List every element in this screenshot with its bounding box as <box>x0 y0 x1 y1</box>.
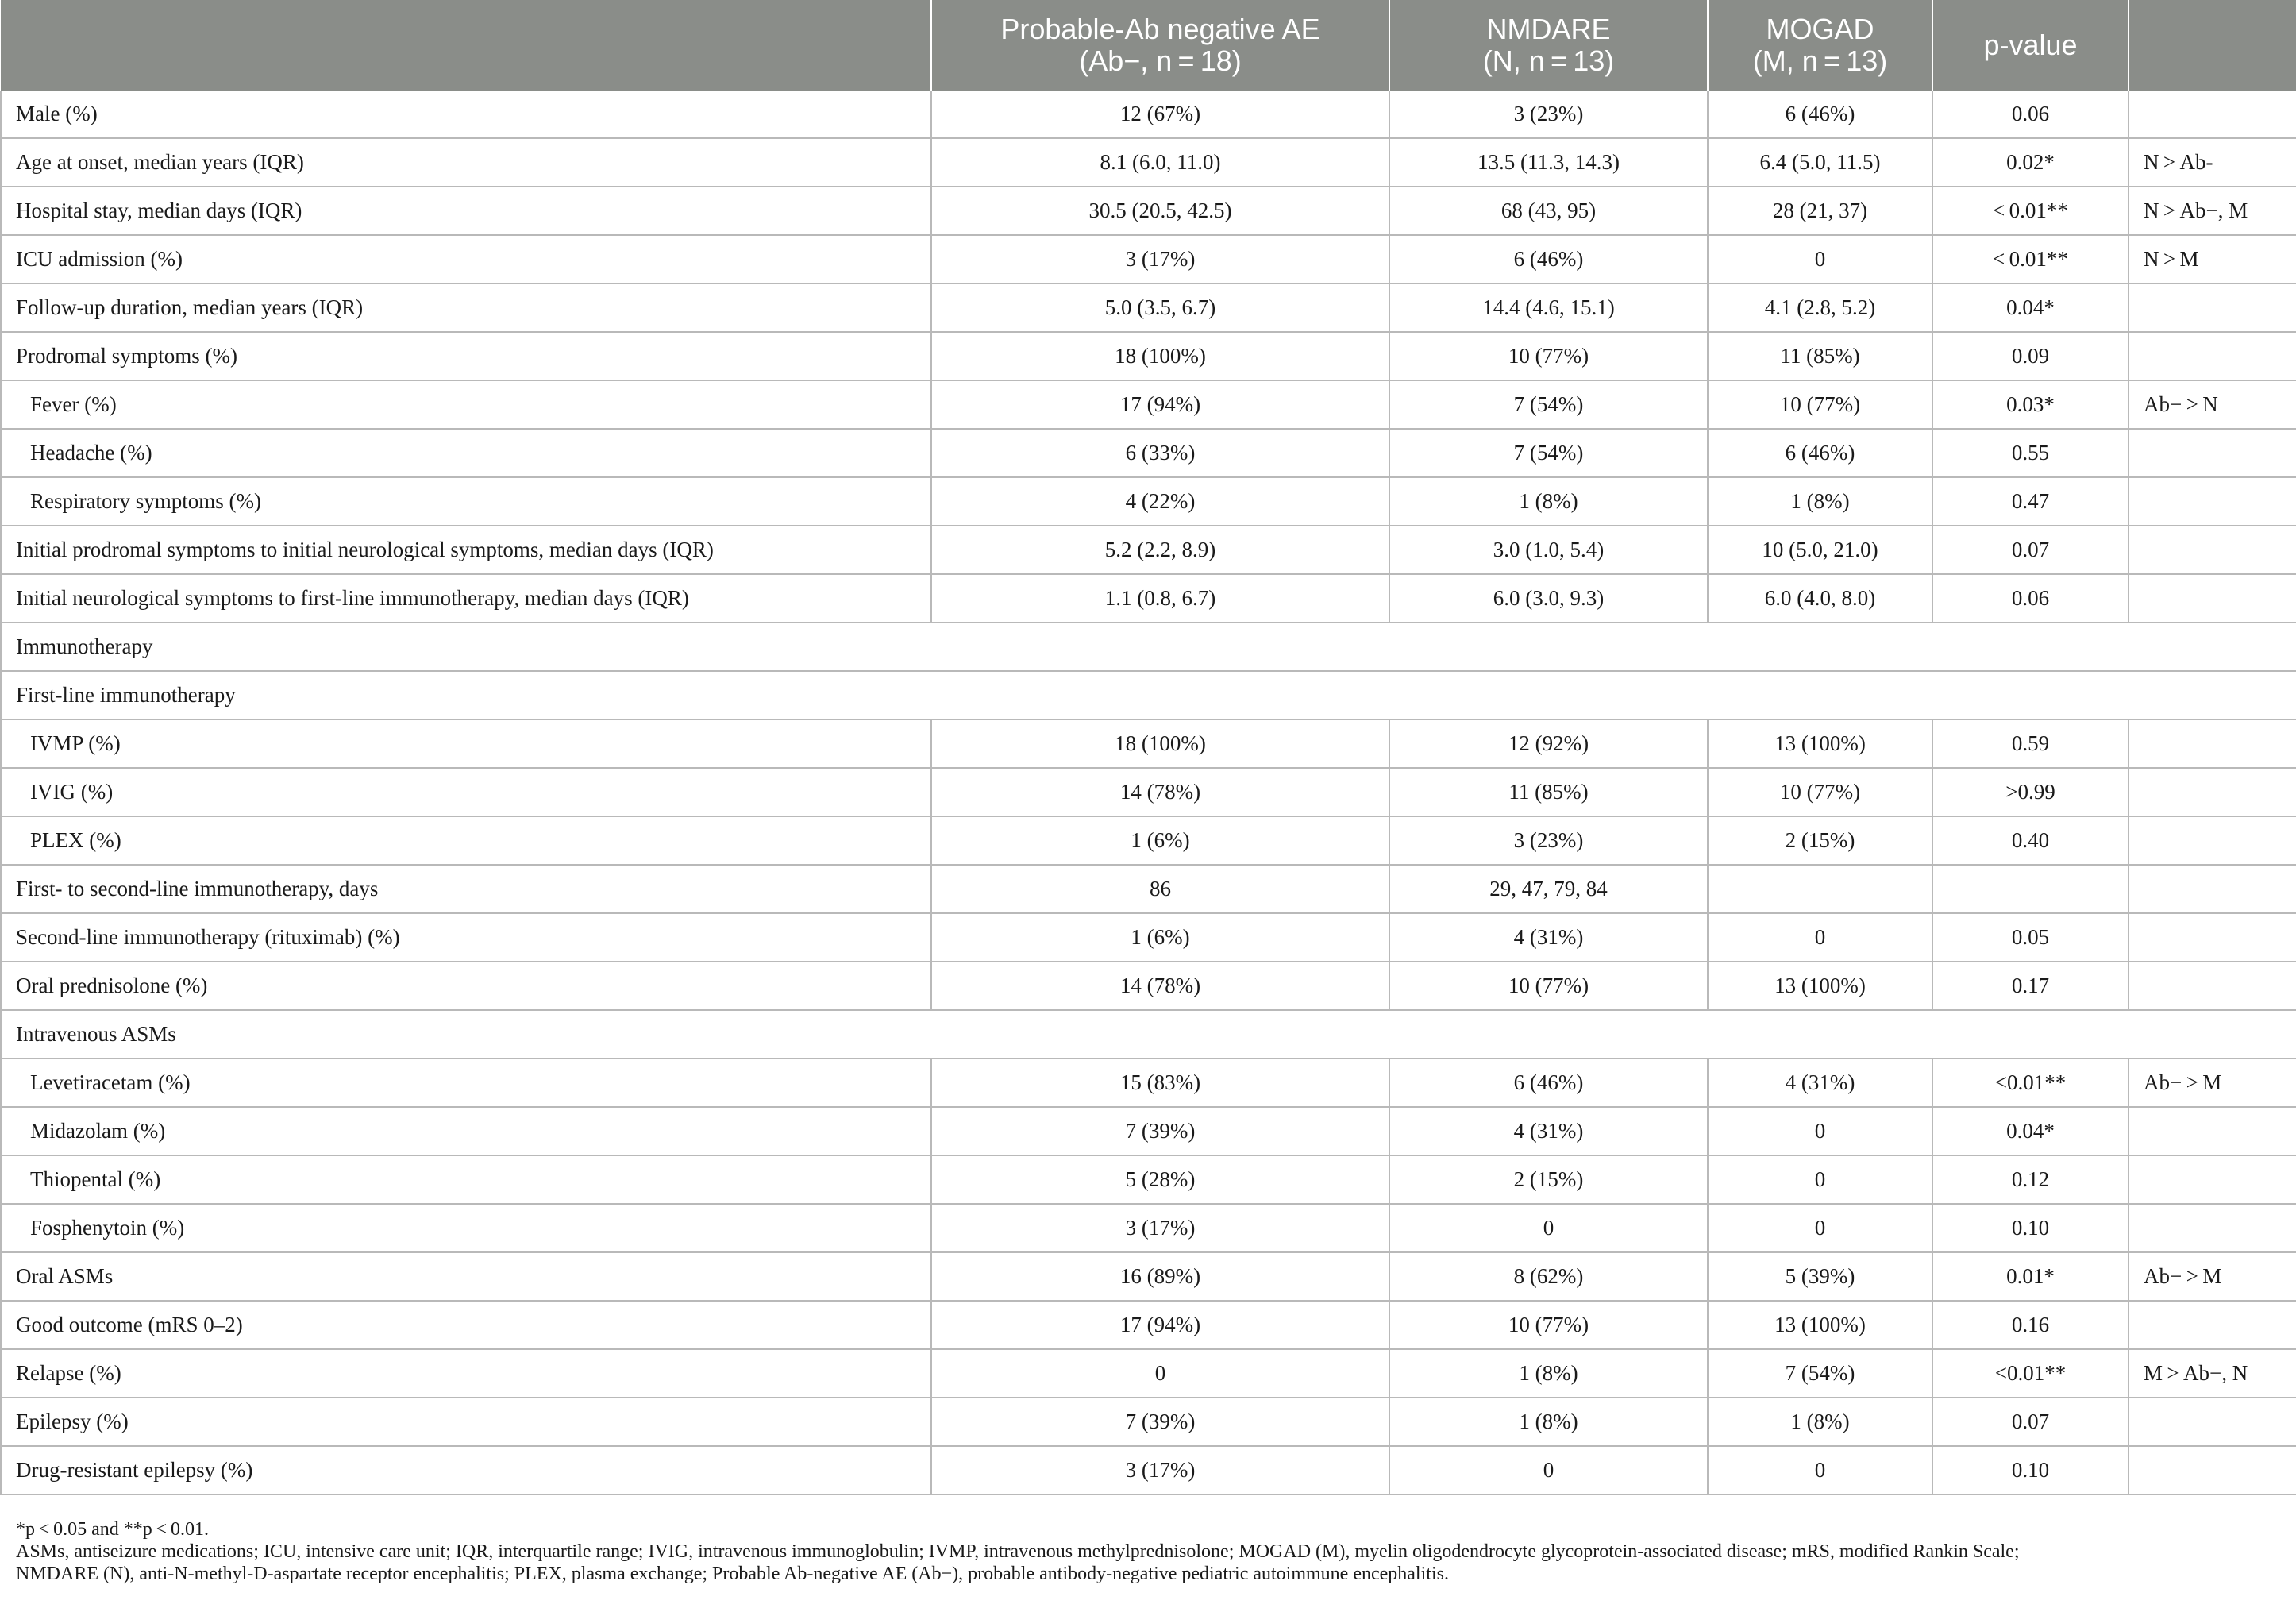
cell-p-value: 0.40 <box>1932 816 2128 865</box>
cell-mogad: 6 (46%) <box>1708 91 1932 138</box>
cell-comparison: N > Ab- <box>2128 138 2296 187</box>
row-label: Drug-resistant epilepsy (%) <box>1 1446 931 1494</box>
row-label: First- to second-line immunotherapy, days <box>1 865 931 913</box>
cell-p-value: <0.01** <box>1932 1059 2128 1107</box>
cell-ab-negative: 3 (17%) <box>931 1446 1389 1494</box>
cell-p-value: 0.04* <box>1932 1107 2128 1155</box>
cell-mogad: 5 (39%) <box>1708 1252 1932 1301</box>
cell-ab-negative: 18 (100%) <box>931 332 1389 380</box>
cell-ab-negative: 12 (67%) <box>931 91 1389 138</box>
cell-comparison: N > M <box>2128 235 2296 283</box>
cell-p-value: 0.01* <box>1932 1252 2128 1301</box>
cell-p-value: 0.47 <box>1932 477 2128 526</box>
cell-p-value: 0.06 <box>1932 91 2128 138</box>
row-label: Second-line immunotherapy (rituximab) (%) <box>1 913 931 962</box>
header-comparison <box>2128 0 2296 91</box>
cell-p-value: 0.05 <box>1932 913 2128 962</box>
table-row <box>1 187 2296 235</box>
table-row <box>1 1301 2296 1349</box>
cell-comparison <box>2128 1155 2296 1204</box>
row-label: Follow-up duration, median years (IQR) <box>1 283 931 332</box>
header-mogad <box>1708 0 1932 91</box>
cell-mogad: 6 (46%) <box>1708 429 1932 477</box>
cell-p-value: 0.03* <box>1932 380 2128 429</box>
table-row <box>1 913 2296 962</box>
cell-comparison <box>2128 1446 2296 1494</box>
cell-comparison <box>2128 719 2296 768</box>
table-section-row <box>1 1010 2296 1059</box>
cell-mogad: 13 (100%) <box>1708 1301 1932 1349</box>
cell-comparison <box>2128 429 2296 477</box>
table-row <box>1 1349 2296 1398</box>
table-row <box>1 816 2296 865</box>
cell-p-value <box>1932 865 2128 913</box>
cell-nmdare: 11 (85%) <box>1389 768 1708 816</box>
cell-comparison <box>2128 574 2296 623</box>
row-label: ICU admission (%) <box>1 235 931 283</box>
cell-p-value: 0.16 <box>1932 1301 2128 1349</box>
cell-nmdare: 1 (8%) <box>1389 1398 1708 1446</box>
cell-comparison <box>2128 332 2296 380</box>
cell-mogad: 4.1 (2.8, 5.2) <box>1708 283 1932 332</box>
table-body <box>1 91 2296 1494</box>
row-label: Initial neurological symptoms to first-line immunotherapy, median days (IQR) <box>1 574 931 623</box>
cell-comparison <box>2128 865 2296 913</box>
cell-nmdare: 13.5 (11.3, 14.3) <box>1389 138 1708 187</box>
cell-nmdare: 3.0 (1.0, 5.4) <box>1389 526 1708 574</box>
cell-p-value: 0.06 <box>1932 574 2128 623</box>
cell-ab-negative: 8.1 (6.0, 11.0) <box>931 138 1389 187</box>
table-row <box>1 719 2296 768</box>
cell-comparison <box>2128 91 2296 138</box>
cell-ab-negative: 6 (33%) <box>931 429 1389 477</box>
section-label: Immunotherapy <box>1 623 2296 671</box>
row-label: Male (%) <box>1 91 931 138</box>
row-label: Levetiracetam (%) <box>1 1059 931 1107</box>
header-ab-negative <box>931 0 1389 91</box>
header-p-value-title: p-value <box>1983 29 2078 61</box>
row-label: Midazolam (%) <box>1 1107 931 1155</box>
table-row <box>1 574 2296 623</box>
cell-nmdare: 7 (54%) <box>1389 380 1708 429</box>
row-label: Hospital stay, median days (IQR) <box>1 187 931 235</box>
cell-ab-negative: 7 (39%) <box>931 1107 1389 1155</box>
cell-nmdare: 3 (23%) <box>1389 91 1708 138</box>
cell-mogad: 0 <box>1708 235 1932 283</box>
cell-p-value: 0.55 <box>1932 429 2128 477</box>
cell-nmdare: 10 (77%) <box>1389 1301 1708 1349</box>
table-row <box>1 1446 2296 1494</box>
cell-nmdare: 7 (54%) <box>1389 429 1708 477</box>
cell-ab-negative: 4 (22%) <box>931 477 1389 526</box>
cell-comparison <box>2128 1107 2296 1155</box>
table-row <box>1 1252 2296 1301</box>
table-row <box>1 1059 2296 1107</box>
cell-ab-negative: 14 (78%) <box>931 962 1389 1010</box>
cell-mogad <box>1708 865 1932 913</box>
cell-p-value: 0.10 <box>1932 1204 2128 1252</box>
row-label: Good outcome (mRS 0–2) <box>1 1301 931 1349</box>
cell-ab-negative: 1 (6%) <box>931 913 1389 962</box>
table-row <box>1 1204 2296 1252</box>
cell-nmdare: 1 (8%) <box>1389 1349 1708 1398</box>
cell-p-value: 0.10 <box>1932 1446 2128 1494</box>
cell-nmdare: 3 (23%) <box>1389 816 1708 865</box>
table-row <box>1 865 2296 913</box>
section-label: First-line immunotherapy <box>1 671 2296 719</box>
cell-p-value: <0.01** <box>1932 1349 2128 1398</box>
cell-mogad: 0 <box>1708 913 1932 962</box>
cell-p-value: 0.07 <box>1932 526 2128 574</box>
table-row <box>1 768 2296 816</box>
table-row <box>1 477 2296 526</box>
cell-mogad: 28 (21, 37) <box>1708 187 1932 235</box>
row-label: IVIG (%) <box>1 768 931 816</box>
cell-nmdare: 12 (92%) <box>1389 719 1708 768</box>
cell-nmdare: 2 (15%) <box>1389 1155 1708 1204</box>
row-label: Oral prednisolone (%) <box>1 962 931 1010</box>
cell-p-value: >0.99 <box>1932 768 2128 816</box>
table-row <box>1 283 2296 332</box>
cell-nmdare: 10 (77%) <box>1389 962 1708 1010</box>
cell-ab-negative: 5.0 (3.5, 6.7) <box>931 283 1389 332</box>
row-label: PLEX (%) <box>1 816 931 865</box>
cell-mogad: 0 <box>1708 1204 1932 1252</box>
table-row <box>1 429 2296 477</box>
cell-mogad: 2 (15%) <box>1708 816 1932 865</box>
cell-p-value: 0.04* <box>1932 283 2128 332</box>
header-variable <box>1 0 931 91</box>
cell-nmdare: 68 (43, 95) <box>1389 187 1708 235</box>
table-row <box>1 91 2296 138</box>
cell-nmdare: 4 (31%) <box>1389 913 1708 962</box>
table-row <box>1 962 2296 1010</box>
cell-comparison: Ab− > M <box>2128 1252 2296 1301</box>
cell-mogad: 4 (31%) <box>1708 1059 1932 1107</box>
cell-comparison: Ab− > M <box>2128 1059 2296 1107</box>
cell-ab-negative: 86 <box>931 865 1389 913</box>
table-row <box>1 138 2296 187</box>
cell-nmdare: 10 (77%) <box>1389 332 1708 380</box>
cell-mogad: 1 (8%) <box>1708 477 1932 526</box>
cell-comparison <box>2128 768 2296 816</box>
cell-nmdare: 4 (31%) <box>1389 1107 1708 1155</box>
cell-ab-negative: 17 (94%) <box>931 380 1389 429</box>
cell-comparison <box>2128 1398 2296 1446</box>
row-label: Relapse (%) <box>1 1349 931 1398</box>
section-label: Intravenous ASMs <box>1 1010 2296 1059</box>
cell-p-value: < 0.01** <box>1932 235 2128 283</box>
cell-ab-negative: 0 <box>931 1349 1389 1398</box>
header-mogad-count: (M, n = 13) <box>1752 44 1888 77</box>
cell-mogad: 0 <box>1708 1155 1932 1204</box>
cell-p-value: 0.02* <box>1932 138 2128 187</box>
table-section-row <box>1 623 2296 671</box>
cell-comparison <box>2128 526 2296 574</box>
row-label: Prodromal symptoms (%) <box>1 332 931 380</box>
header-mogad-title: MOGAD <box>1766 13 1874 45</box>
cell-comparison: M > Ab−, N <box>2128 1349 2296 1398</box>
cell-nmdare: 1 (8%) <box>1389 477 1708 526</box>
row-label: Fever (%) <box>1 380 931 429</box>
cell-ab-negative: 1 (6%) <box>931 816 1389 865</box>
table-footnotes <box>16 1518 2286 1585</box>
cell-mogad: 6.0 (4.0, 8.0) <box>1708 574 1932 623</box>
cell-mogad: 13 (100%) <box>1708 962 1932 1010</box>
cell-ab-negative: 3 (17%) <box>931 235 1389 283</box>
header-ab-negative-title: Probable-Ab negative AE <box>1000 13 1320 45</box>
cell-mogad: 0 <box>1708 1446 1932 1494</box>
cell-comparison: N > Ab−, M <box>2128 187 2296 235</box>
cell-p-value: 0.07 <box>1932 1398 2128 1446</box>
header-nmdare-title: NMDARE <box>1486 13 1611 45</box>
cell-p-value: 0.59 <box>1932 719 2128 768</box>
header-nmdare-count: (N, n = 13) <box>1482 44 1615 77</box>
cell-ab-negative: 30.5 (20.5, 42.5) <box>931 187 1389 235</box>
table-row <box>1 332 2296 380</box>
cell-p-value: 0.17 <box>1932 962 2128 1010</box>
cell-ab-negative: 16 (89%) <box>931 1252 1389 1301</box>
cell-comparison: Ab− > N <box>2128 380 2296 429</box>
row-label: Thiopental (%) <box>1 1155 931 1204</box>
cell-nmdare: 14.4 (4.6, 15.1) <box>1389 283 1708 332</box>
table-row <box>1 1155 2296 1204</box>
cell-nmdare: 6 (46%) <box>1389 1059 1708 1107</box>
cell-mogad: 0 <box>1708 1107 1932 1155</box>
cell-comparison <box>2128 1204 2296 1252</box>
table-row <box>1 235 2296 283</box>
cell-comparison <box>2128 962 2296 1010</box>
row-label: Headache (%) <box>1 429 931 477</box>
cell-ab-negative: 7 (39%) <box>931 1398 1389 1446</box>
row-label: Respiratory symptoms (%) <box>1 477 931 526</box>
cell-ab-negative: 15 (83%) <box>931 1059 1389 1107</box>
table-row <box>1 1107 2296 1155</box>
cell-comparison <box>2128 1301 2296 1349</box>
cell-ab-negative: 17 (94%) <box>931 1301 1389 1349</box>
footnote-abbreviations-line-2: NMDARE (N), anti-N-methyl-D-aspartate receptor encephalitis; PLEX, plasma exchange; Probable Ab-negative AE (Ab−), probable antibody-negative pediatric autoimmune encephalitis. <box>16 1564 1449 1584</box>
cell-comparison <box>2128 477 2296 526</box>
cell-nmdare: 6.0 (3.0, 9.3) <box>1389 574 1708 623</box>
cell-ab-negative: 5.2 (2.2, 8.9) <box>931 526 1389 574</box>
cell-p-value: < 0.01** <box>1932 187 2128 235</box>
table-row <box>1 380 2296 429</box>
table-row <box>1 1398 2296 1446</box>
cell-mogad: 6.4 (5.0, 11.5) <box>1708 138 1932 187</box>
cell-comparison <box>2128 913 2296 962</box>
table-row <box>1 526 2296 574</box>
cell-ab-negative: 5 (28%) <box>931 1155 1389 1204</box>
cell-mogad: 11 (85%) <box>1708 332 1932 380</box>
header-p-value <box>1932 0 2128 91</box>
cell-p-value: 0.09 <box>1932 332 2128 380</box>
cell-nmdare: 8 (62%) <box>1389 1252 1708 1301</box>
row-label: Fosphenytoin (%) <box>1 1204 931 1252</box>
header-ab-negative-count: (Ab−, n = 18) <box>1079 44 1242 77</box>
row-label: Initial prodromal symptoms to initial neurological symptoms, median days (IQR) <box>1 526 931 574</box>
cell-comparison <box>2128 283 2296 332</box>
row-label: IVMP (%) <box>1 719 931 768</box>
table-section-row <box>1 671 2296 719</box>
cell-mogad: 10 (77%) <box>1708 380 1932 429</box>
cell-mogad: 1 (8%) <box>1708 1398 1932 1446</box>
cell-nmdare: 0 <box>1389 1446 1708 1494</box>
cell-mogad: 10 (77%) <box>1708 768 1932 816</box>
cell-ab-negative: 1.1 (0.8, 6.7) <box>931 574 1389 623</box>
cell-nmdare: 6 (46%) <box>1389 235 1708 283</box>
footnote-abbreviations-line-1: ASMs, antiseizure medications; ICU, intensive care unit; IQR, interquartile range; IVIG, intravenous immunoglobulin; IVMP, intravenous methylprednisolone; MOGAD (M), myelin oligodendrocyte glycoprotein-associated disease; mRS, modified Rankin Scale; <box>16 1541 2020 1562</box>
footnote-significance: *p < 0.05 and **p < 0.01. <box>16 1519 209 1540</box>
cell-nmdare: 29, 47, 79, 84 <box>1389 865 1708 913</box>
cell-ab-negative: 3 (17%) <box>931 1204 1389 1252</box>
cell-mogad: 7 (54%) <box>1708 1349 1932 1398</box>
cell-nmdare: 0 <box>1389 1204 1708 1252</box>
cell-comparison <box>2128 816 2296 865</box>
row-label: Oral ASMs <box>1 1252 931 1301</box>
cell-ab-negative: 18 (100%) <box>931 719 1389 768</box>
cell-p-value: 0.12 <box>1932 1155 2128 1204</box>
header-nmdare <box>1389 0 1708 91</box>
cell-ab-negative: 14 (78%) <box>931 768 1389 816</box>
row-label: Age at onset, median years (IQR) <box>1 138 931 187</box>
cell-mogad: 13 (100%) <box>1708 719 1932 768</box>
cell-mogad: 10 (5.0, 21.0) <box>1708 526 1932 574</box>
row-label: Epilepsy (%) <box>1 1398 931 1446</box>
table-header-row <box>1 0 2296 91</box>
